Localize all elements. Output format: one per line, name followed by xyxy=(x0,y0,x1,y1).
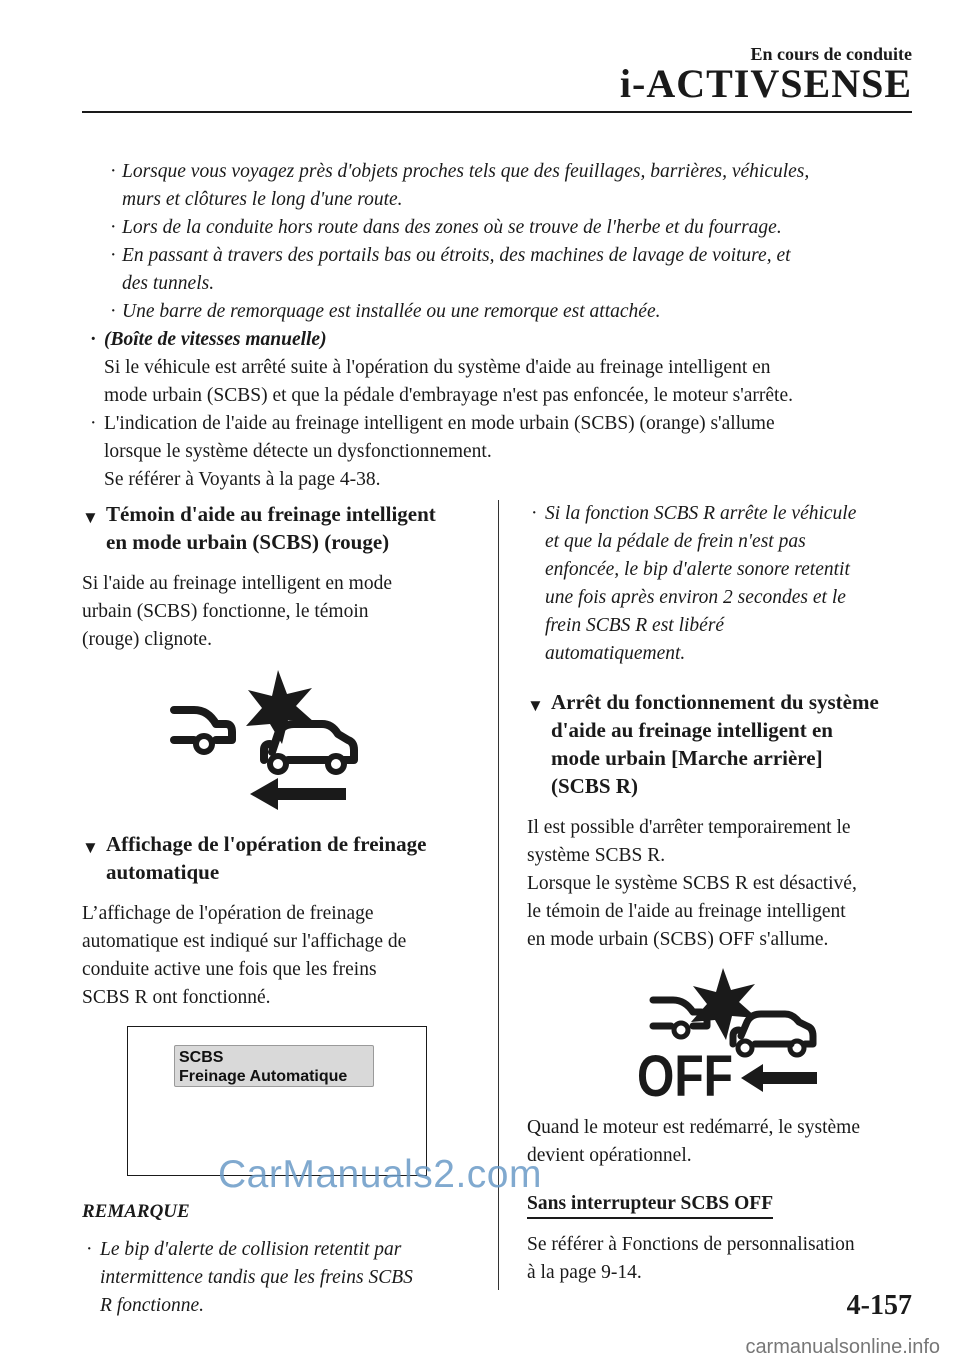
heading-scbs-r-stop: ▼ Arrêt du fonctionnement du système d'aide au freinage intelligent en mode urbain [Marche arrière] (SCBS R) xyxy=(527,690,879,798)
bullet-icon: · xyxy=(110,217,117,238)
remark-item: · Le bip d'alerte de collision retentit par intermittence tandis que les freins SCBS R fonctionne. xyxy=(82,1236,482,1320)
scbs-warning-icon xyxy=(82,660,482,810)
section-title: En cours de conduite xyxy=(750,44,912,64)
bullet-icon: · xyxy=(110,245,117,266)
paragraph: Se référer à Fonctions de personnalisation à la page 9-14. xyxy=(527,1234,855,1283)
sub-heading: Sans interrupteur SCBS OFF xyxy=(527,1191,773,1219)
indication-continuation: lorsque le système détecte un dysfonctionnement. Se référer à Voyants à la page 4-38. xyxy=(104,441,492,490)
list-item: · Lors de la conduite hors route dans des zones où se trouve de l'herbe et du fourrage. xyxy=(86,214,916,242)
bullet-icon: · xyxy=(90,329,97,350)
triangle-down-icon: ▼ xyxy=(527,696,544,715)
list-item-continuation: des tunnels. xyxy=(122,273,215,294)
scbs-off-icon xyxy=(527,960,922,1100)
bullet-icon: · xyxy=(110,301,117,322)
auto-brake-display-label: SCBS Freinage Automatique xyxy=(174,1045,374,1087)
page-number: 4-157 xyxy=(846,1290,912,1321)
list-item-continuation: murs et clôtures le long d'une route. xyxy=(122,189,403,210)
indication-text: · L'indication de l'aide au freinage intelligent en mode urbain (SCBS) (orange) s'allume xyxy=(86,410,916,438)
heading-auto-brake-display: ▼ Affichage de l'opération de freinage automatique xyxy=(82,832,427,884)
list-item: · En passant à travers des portails bas ou étroits, des machines de lavage de voiture, et xyxy=(86,242,916,270)
remark-title: REMARQUE xyxy=(82,1201,190,1222)
manual-gearbox-text: Si le véhicule est arrêté suite à l'opération du système d'aide au freinage intelligent en mode urbain (SCBS) et que la pédale d'embrayage n'est pas enfoncée, le moteur s'arrête. xyxy=(104,357,793,406)
heading-scbs-red-indicator: ▼ Témoin d'aide au freinage intelligent en mode urbain (SCBS) (rouge) xyxy=(82,502,436,554)
triangle-down-icon: ▼ xyxy=(82,838,99,857)
bullet-icon: · xyxy=(90,413,97,434)
bullet-icon: · xyxy=(110,161,117,182)
off-label: OFF xyxy=(637,1044,733,1100)
watermark: CarManuals2.com xyxy=(218,1153,542,1196)
left-column xyxy=(82,500,482,1320)
bullet-icon: · xyxy=(86,1239,93,1260)
list-item: · Lorsque vous voyagez près d'objets proches tels que des feuillages, barrières, véhicules, xyxy=(86,158,916,186)
bullet-icon: · xyxy=(531,503,538,524)
paragraph: Si l'aide au freinage intelligent en mode urbain (SCBS) fonctionne, le témoin (rouge) clignote. xyxy=(82,573,392,650)
list-item: · Une barre de remorquage est installée ou une remorque est attachée. xyxy=(86,298,916,326)
header-rule xyxy=(82,111,912,113)
right-column xyxy=(527,500,922,1287)
top-section xyxy=(86,158,916,494)
paragraph: Il est possible d'arrêter temporairement le système SCBS R. Lorsque le système SCBS R est désactivé, le témoin de l'aide au freinage intelligent en mode urbain (SCBS) OFF s'allume. xyxy=(527,817,857,950)
manual-gearbox-title: · (Boîte de vitesses manuelle) xyxy=(86,326,916,354)
footer-link[interactable]: carmanualsonline.info xyxy=(745,1336,940,1358)
triangle-down-icon: ▼ xyxy=(82,508,99,527)
paragraph: Quand le moteur est redémarré, le système devient opérationnel. xyxy=(527,1117,860,1166)
list-item: · Si la fonction SCBS R arrête le véhicule et que la pédale de frein n'est pas enfoncée, le bip d'alerte sonore retentit une fois après environ 2 secondes et le frein SCBS R est libéré automatiquement. xyxy=(527,500,922,668)
chapter-title: i-ACTIVSENSE xyxy=(619,61,912,106)
paragraph: L’affichage de l'opération de freinage automatique est indiqué sur l'affichage de conduite active une fois que les freins SCBS R ont fonctionné. xyxy=(82,903,407,1008)
